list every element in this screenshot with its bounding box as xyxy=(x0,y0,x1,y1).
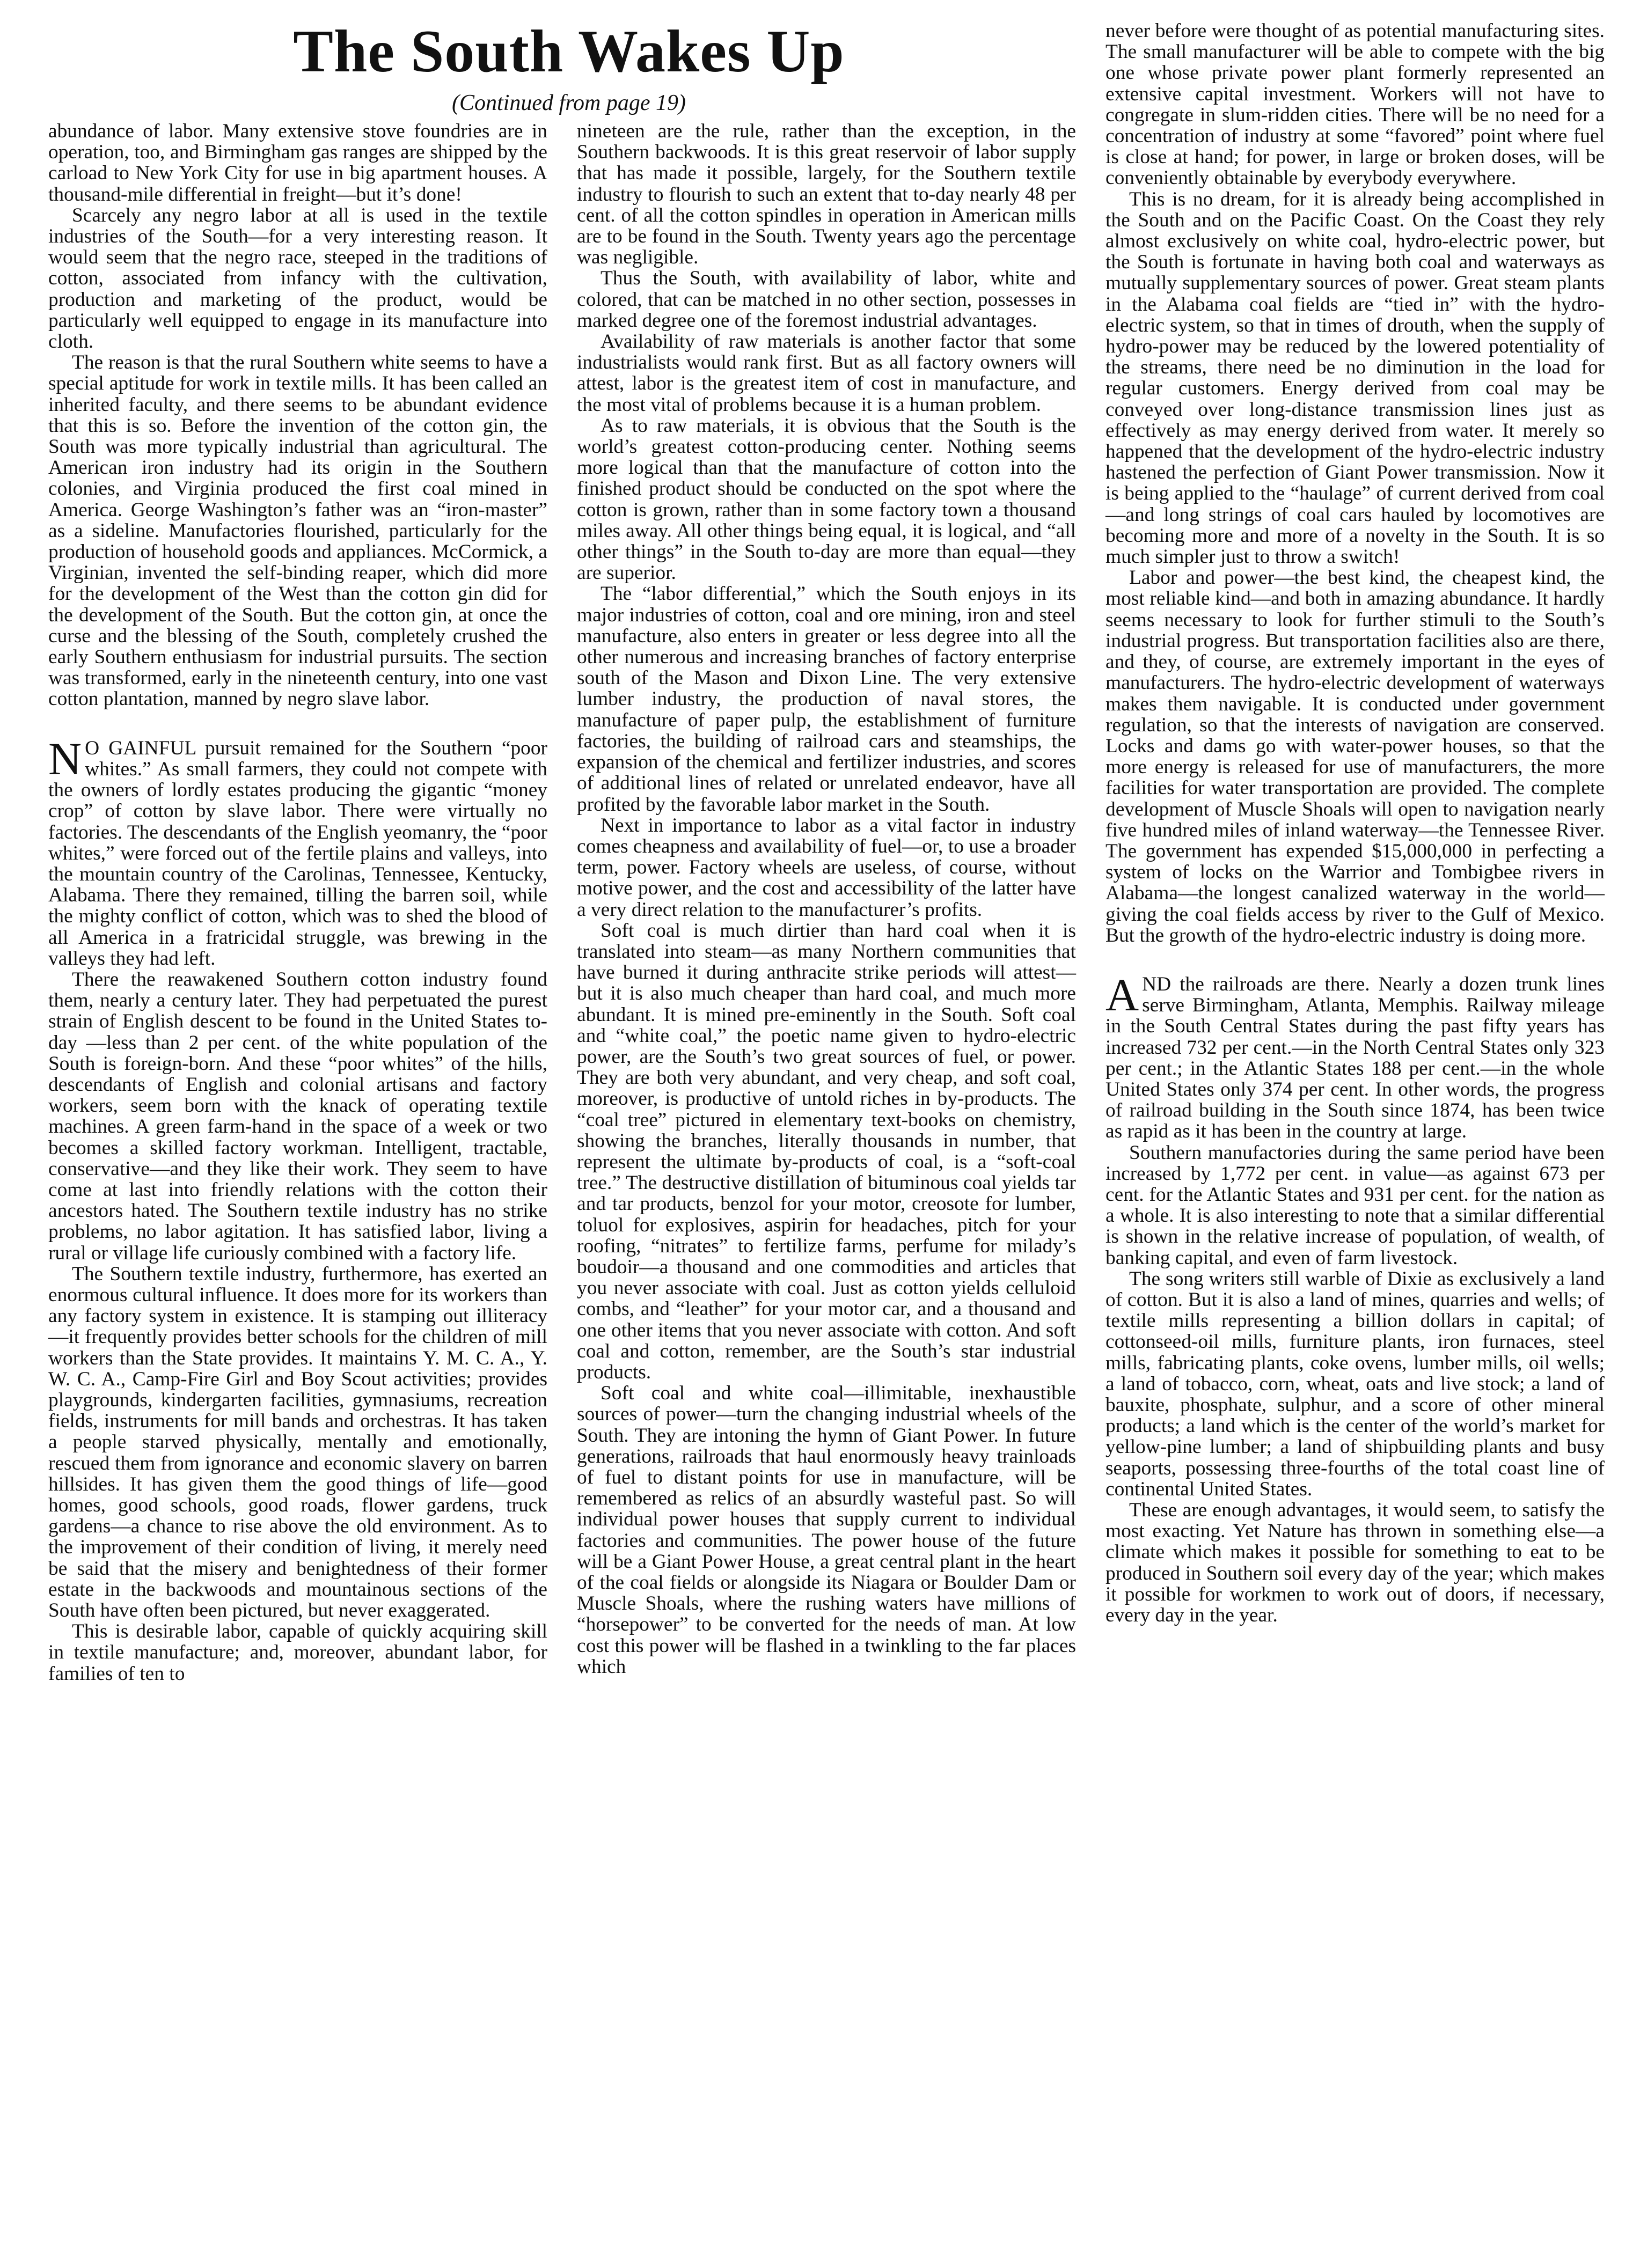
paragraph: There the reawakened Southern cotton industry found them, nearly a century later. They had perpetuated the purest strain of English descent to be found in the United States to-day —less than 2 per cent. of the white population of the South is foreign-born. And these “poor whites” of the hills, descendants of English and colonial artisans and factory workers, seem born with the knack of operating textile machines. A green farm-hand in the space of a week or two becomes a skilled factory workman. Intelligent, tractable, conservative—and they like their work. They seem to have come at last into friendly relations with the cotton their ancestors hated. The Southern textile industry has no strike problems, no labor agitation. It has satisfied labor, living a rural or village life curiously combined with a factory life. xyxy=(48,968,547,1264)
text-column-3 xyxy=(1105,20,1605,1626)
paragraph-text: ND the railroads are there. Nearly a dozen trunk lines serve Birmingham, Atlanta, Memphis. Railway mileage in the South Central States during the past fifty years has increased 732 per cent.—in the North Central States only 323 per cent.; in the Atlantic States 188 per cent.—in the whole United States only 374 per cent. In other words, the progress of railroad building in the South since 1874, has been twice as rapid as it has been in the country at large. xyxy=(1105,973,1605,1143)
paragraph: Availability of raw materials is another factor that some industrialists would rank first. But as all factory owners will attest, labor is the greatest item of cost in manufacture, and the most vital of problems because it is a human problem. xyxy=(577,331,1076,416)
text-column-1 xyxy=(48,121,547,1684)
paragraph: Scarcely any negro labor at all is used in the textile industries of the South—for a very interesting reason. It would seem that the negro race, steeped in the traditions of cotton, associated from infancy with the cultivation, production and marketing of the product, would be particularly well equipped to engage in its manufacture into cloth. xyxy=(48,204,547,353)
paragraph: The “labor differential,” which the South enjoys in its major industries of cotton, coal and ore mining, iron and steel manufacture, also enters in greater or less degree into all the other numerous and increasing branches of factory enterprise south of the Mason and Dixon Line. The very extensive lumber industry, the production of naval stores, the manufacture of paper pulp, the establishment of furniture factories, the building of railroad cars and steamships, the expansion of the chemical and fertilizer industries, and scores of additional lines of related or unrelated endeavor, have all profited by the favorable labor market in the South. xyxy=(577,583,1076,816)
paragraph: The Southern textile industry, furthermore, has exerted an enormous cultural influence. It does more for its workers than any factory system in existence. It is stamping out illiteracy —it frequently provides better schools for the children of mill workers than the State provides. It maintains Y. M. C. A., Y. W. C. A., Camp-Fire Girl and Boy Scout activities; provides playgrounds, kindergarten facilities, gymnasiums, recreation fields, instruments for mill bands and orchestras. It has taken a people starved physically, mentally and emotionally, rescued them from ignorance and economic slavery on barren hillsides. It has given them the good things of life—good homes, good schools, good roads, flower gardens, truck gardens—a chance to rise above the old environment. As to the improvement of their condition of living, it merely need be said that the misery and benightedness of their former estate in the backwoods and mountainous sections of the South have often been pictured, but never exaggerated. xyxy=(48,1263,547,1622)
paragraph: Labor and power—the best kind, the cheapest kind, the most reliable kind—and both in amazing abundance. It hardly seems necessary to look for further stimuli to the South’s industrial progress. But transportation facilities also are there, and they, of course, are extremely important in the eyes of manufacturers. The hydro-electric development of waterways makes them navigable. It is conducted under government regulation, so that the interests of navigation are conserved. Locks and dams go with water-power houses, so that the more energy is released for use of manufacturers, the more facilities for water transportation are provided. The complete development of Muscle Shoals will open to navigation nearly five hundred miles of inland waterway—the Tennessee River. The government has expended $15,000,000 in perfecting a system of locks on the Warrior and Tombigbee rivers in Alabama—the longest canalized waterway in the world—giving the coal fields access by river to the Gulf of Mexico. But the growth of the hydro-electric industry is doing more. xyxy=(1105,567,1605,946)
paragraph-text: O GAINFUL pursuit remained for the Southern “poor whites.” As small farmers, they could not compete with the owners of lordly estates producing the gigantic “money crop” of cotton by slave labor. There were virtually no factories. The descendants of the English yeomanry, the “poor whites,” were forced out of the fertile plains and valleys, into the mountain country of the Carolinas, Tennessee, Kentucky, Alabama. There they remained, tilling the barren soil, while the mighty conflict of cotton, which was to shed the blood of all America in a fratricidal struggle, was brewing in the valleys they had left. xyxy=(48,737,547,970)
paragraph: Southern manufactories during the same period have been increased by 1,772 per cent. in value—as against 673 per cent. for the Atlantic States and 931 per cent. for the nation as a whole. It is also interesting to note that a similar differential is shown in the relative increase of population, of wealth, of banking capital, and even of farm livestock. xyxy=(1105,1141,1605,1269)
article-header xyxy=(48,11,1089,117)
paragraph: This is no dream, for it is already being accomplished in the South and on the Pacific Coast. On the Coast they rely almost exclusively on white coal, hydro-electric power, but the South is fortunate in having both coal and waterways as mutually supplementary sources of power. Great steam plants in the Alabama coal fields are “tied in” with the hydro-electric system, so that in times of drouth, when the supply of hydro-power may be reduced by the lowered potentiality of the streams, there need be no diminution in the load for regular customers. Energy derived from coal may be conveyed over long-distance transmission lines just as effectively as may energy derived from water. It merely so happened that the development of the hydro-electric industry hastened the perfection of Giant Power transmission. Now it is being applied to the “haulage” of current derived from coal—and long strings of coal cars hauled by locomotives are becoming more and more of a novelty in the South. It is so much simpler just to throw a switch! xyxy=(1105,188,1605,568)
paragraph: nineteen are the rule, rather than the exception, in the Southern backwoods. It is this great reservoir of labor supply that has made it possible, largely, for the Southern textile industry to flourish to such an extent that to-day nearly 48 per cent. of all the cotton spindles in operation in American mills are to be found in the South. Twenty years ago the percentage was negligible. xyxy=(577,120,1076,269)
section-paragraph xyxy=(1105,968,1605,1143)
paragraph: This is desirable labor, capable of quickly acquiring skill in textile manufacture; and, moreover, abundant labor, for families of ten to xyxy=(48,1620,547,1685)
paragraph: Next in importance to labor as a vital factor in industry comes cheapness and availability of fuel—or, to use a broader term, power. Factory wheels are useless, of course, without motive power, and the cost and accessibility of the latter have a very direct relation to the manufacturer’s profits. xyxy=(577,814,1076,921)
continued-note: (Continued from page 19) xyxy=(452,91,686,115)
paragraph: never before were thought of as potential manufacturing sites. The small manufacturer will be able to compete with the big one whose private power plant formerly represented an extensive capital investment. Workers will not have to congregate in slum-ridden cities. There will be no need for a concentration of industry at some “favored” point where fuel is close at hand; for power, in large or broken doses, will be conveniently obtainable by everybody everywhere. xyxy=(1105,20,1605,189)
paragraph: The reason is that the rural Southern white seems to have a special aptitude for work in textile mills. It has been called an inherited faculty, and there seems to be abundant evidence that this is so. Before the invention of the cotton gin, the South was more typically industrial than agricultural. The American iron industry had its origin in the Southern colonies, and Virginia produced the first coal mined in America. George Washington’s father was an “iron-master” as a sideline. Manufactories flourished, particularly for the production of household goods and appliances. McCormick, a Virginian, invented the self-binding reaper, which did more for the development of the West than the cotton gin did for the development of the South. But the cotton gin, at once the curse and the blessing of the South, completely crushed the early Southern enthusiasm for industrial pursuits. The section was transformed, early in the nineteenth century, into one vast cotton plantation, manned by negro slave labor. xyxy=(48,351,547,710)
paragraph: As to raw materials, it is obvious that the South is the world’s greatest cotton-producing center. Nothing seems more logical than that the manufacture of cotton into the finished product should be conducted on the spot where the cotton is grown, rather than in some factory town a thousand miles away. All other things being equal, it is logical, and “all other things” in the South to-day are more than equal—they are superior. xyxy=(577,414,1076,584)
drop-cap: N xyxy=(48,732,82,784)
section-paragraph xyxy=(48,732,547,970)
paragraph: abundance of labor. Many extensive stove foundries are in operation, too, and Birmingham gas ranges are shipped by the carload to New York City for use in big apartment houses. A thousand-mile differential in freight—but it’s done! xyxy=(48,120,547,205)
paragraph: The song writers still warble of Dixie as exclusively a land of cotton. But it is also a land of mines, quarries and wells; of textile mills representing a billion dollars in capital; of cottonseed-oil mills, furniture plants, iron furnaces, steel mills, fabricating plants, coke ovens, lumber mills, oil wells; a land of tobacco, corn, wheat, oats and live stock; a land of bauxite, phosphate, sulphur, and a score of other mineral products; a land which is the center of the world’s market for yellow-pine lumber; a land of shipbuilding plants and busy seaports, possessing three-fourths of the total coast line of continental United States. xyxy=(1105,1267,1605,1500)
paragraph: Thus the South, with availability of labor, white and colored, that can be matched in no other section, possesses in marked degree one of the foremost industrial advantages. xyxy=(577,267,1076,332)
article-title: The South Wakes Up xyxy=(293,18,845,85)
drop-cap: A xyxy=(1105,968,1139,1021)
magazine-page xyxy=(48,11,1605,2254)
paragraph: Soft coal is much dirtier than hard coal when it is translated into steam—as many Northern communities that have burned it during anthracite strike periods will attest—but it is also much cheaper than hard coal, and much more abundant. It is mined pre-eminently in the South. Soft coal and “white coal,” the poetic name given to hydro-electric power, are the South’s two great sources of fuel, or power. They are both very abundant, and very cheap, and soft coal, moreover, is productive of untold riches in by-products. The “coal tree” pictured in elementary text-books on chemistry, showing the branches, literally thousands in number, that represent the ultimate by-products of coal, is a “soft-coal tree.” The destructive distillation of bituminous coal yields tar and tar products, benzol for your motor, creosote for lumber, toluol for explosives, aspirin for headaches, pitch for your roofing, “nitrates” to fertilize farms, perfume for milady’s boudoir—a thousand and one commodities and articles that you never associate with coal. Just as cotton yields celluloid combs, and “leather” for your motor car, and a thousand and one other items that you never associate with cotton. And soft coal and cotton, remember, are the South’s star industrial products. xyxy=(577,919,1076,1383)
text-column-2 xyxy=(577,121,1076,1677)
paragraph: Soft coal and white coal—illimitable, inexhaustible sources of power—turn the changing industrial wheels of the South. They are intoning the hymn of Giant Power. In future generations, railroads that haul enormously heavy trainloads of fuel to distant points for use in manufacture, will be remembered as relics of an absurdly wasteful past. So will individual power houses that supply current to individual factories and communities. The power house of the future will be a Giant Power House, a great central plant in the heart of the coal fields or alongside its Niagara or Boulder Dam or Muscle Shoals, where the rushing waters have millions of “horsepower” to be converted for the needs of man. At low cost this power will be flashed in a twinkling to the far places which xyxy=(577,1382,1076,1678)
paragraph: These are enough advantages, it would seem, to satisfy the most exacting. Yet Nature has thrown in something else—a climate which makes it possible for something to eat to be produced in Southern soil every day of the year; which makes it possible for workmen to work out of doors, if necessary, every day in the year. xyxy=(1105,1499,1605,1627)
